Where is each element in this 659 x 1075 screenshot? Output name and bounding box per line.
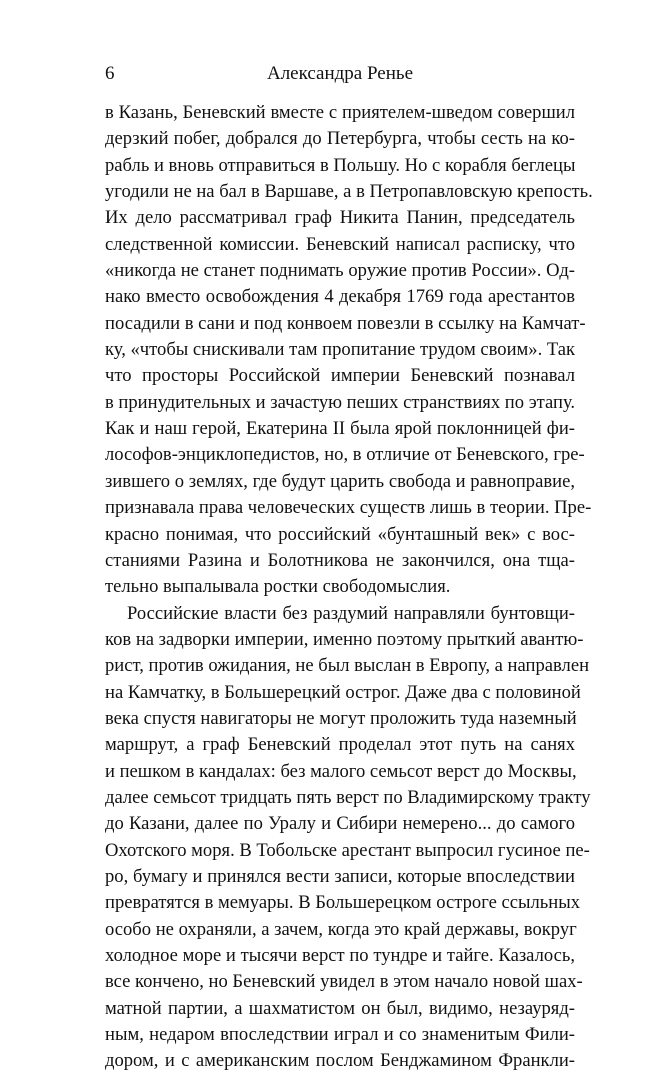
text-line: века спустя навигаторы не могут проложить туда наземный (105, 707, 577, 729)
text-line: красно понимая, что российский «бунташный век» с вос- (105, 523, 575, 545)
text-line: ро, бумагу и принялся вести записи, которые впоследствии (105, 865, 575, 887)
text-line: превратятся в мемуары. В Большерецком остроге ссыльных (105, 892, 580, 914)
text-line: Российские власти без раздумий направляли бунтовщи- (127, 602, 575, 624)
text-line: признавала права человеческих существ лишь в теории. Пре- (105, 497, 592, 519)
text-line: матной партии, а шахматистом он был, видимо, незауряд- (105, 997, 575, 1019)
text-line: посадили в сани и под конвоем повезли в ссылку на Камчат- (105, 312, 586, 334)
text-line: ков на задворки империи, именно поэтому прыткий авантю- (105, 628, 584, 650)
text-line: угодили не на бал в Варшаве, а в Петропавловскую крепость. (105, 181, 593, 203)
page-header (105, 62, 575, 86)
text-line: рист, против ожидания, не был выслан в Европу, а направлен (105, 655, 590, 677)
text-line: до Казани, далее по Уралу и Сибири немерено... до самого (105, 813, 575, 835)
text-line: на Камчатку, в Большерецкий острог. Даже два с половиной (105, 681, 581, 703)
text-line: нако вместо освобождения 4 декабря 1769 года арестантов (105, 286, 575, 308)
text-line: зившего о землях, где будут царить свобода и равноправие, (105, 470, 575, 492)
body-text (105, 100, 593, 1075)
text-line: рабль и вновь отправиться в Польшу. Но с корабля беглецы (105, 154, 576, 176)
text-line: все кончено, но Беневский увидел в этом начало новой шах- (105, 971, 583, 993)
text-line: дором, и с американским послом Бенджамином Франкли- (105, 1050, 575, 1072)
text-line: станиями Разина и Болотникова не закончился, она тща- (105, 549, 575, 571)
text-line: следственной комиссии. Беневский написал расписку, что (105, 233, 575, 255)
running-title: Александра Ренье (266, 63, 414, 84)
text-line: Их дело рассматривал граф Никита Панин, председатель (105, 207, 575, 229)
text-line: особо не охраняли, а зачем, когда это край державы, вокруг (105, 918, 577, 940)
text-line: холодное море и тысячи верст по тундре и тайге. Казалось, (105, 945, 575, 966)
text-line: Как и наш герой, Екатерина II была ярой поклонницей фи- (105, 418, 575, 440)
text-line: Охотского моря. В Тобольске арестант выпросил гусиное пе- (105, 839, 590, 861)
text-line: тельно выпалывала ростки свободомыслия. (105, 576, 451, 598)
text-line: ку, «чтобы снискивали там пропитание трудом своим». Так (105, 339, 576, 361)
text-line: в Казань, Беневский вместе с приятелем-шведом совершил (105, 102, 575, 123)
text-line: и пешком в кандалах: без малого семьсот верст до Москвы, (105, 760, 577, 782)
text-line: ным, недаром впоследствии играл и со знаменитым Фили- (105, 1024, 575, 1046)
text-line: что просторы Российской империи Беневский познавал (105, 365, 575, 387)
text-line: «никогда не станет поднимать оружие против России». Од- (105, 260, 575, 282)
text-line: маршрут, а граф Беневский проделал этот путь на санях (105, 734, 575, 756)
text-line: в принудительных и зачастую пеших странствиях по этапу. (105, 391, 576, 413)
text-line: далее семьсот тридцать пять верст по Владимирскому тракту (105, 786, 591, 808)
text-line: дерзкий побег, добрался до Петербурга, чтобы сесть на ко- (105, 128, 575, 150)
text-line: лософов-энциклопедистов, но, в отличие от Беневского, гре- (105, 444, 585, 466)
page-number: 6 (105, 63, 115, 84)
